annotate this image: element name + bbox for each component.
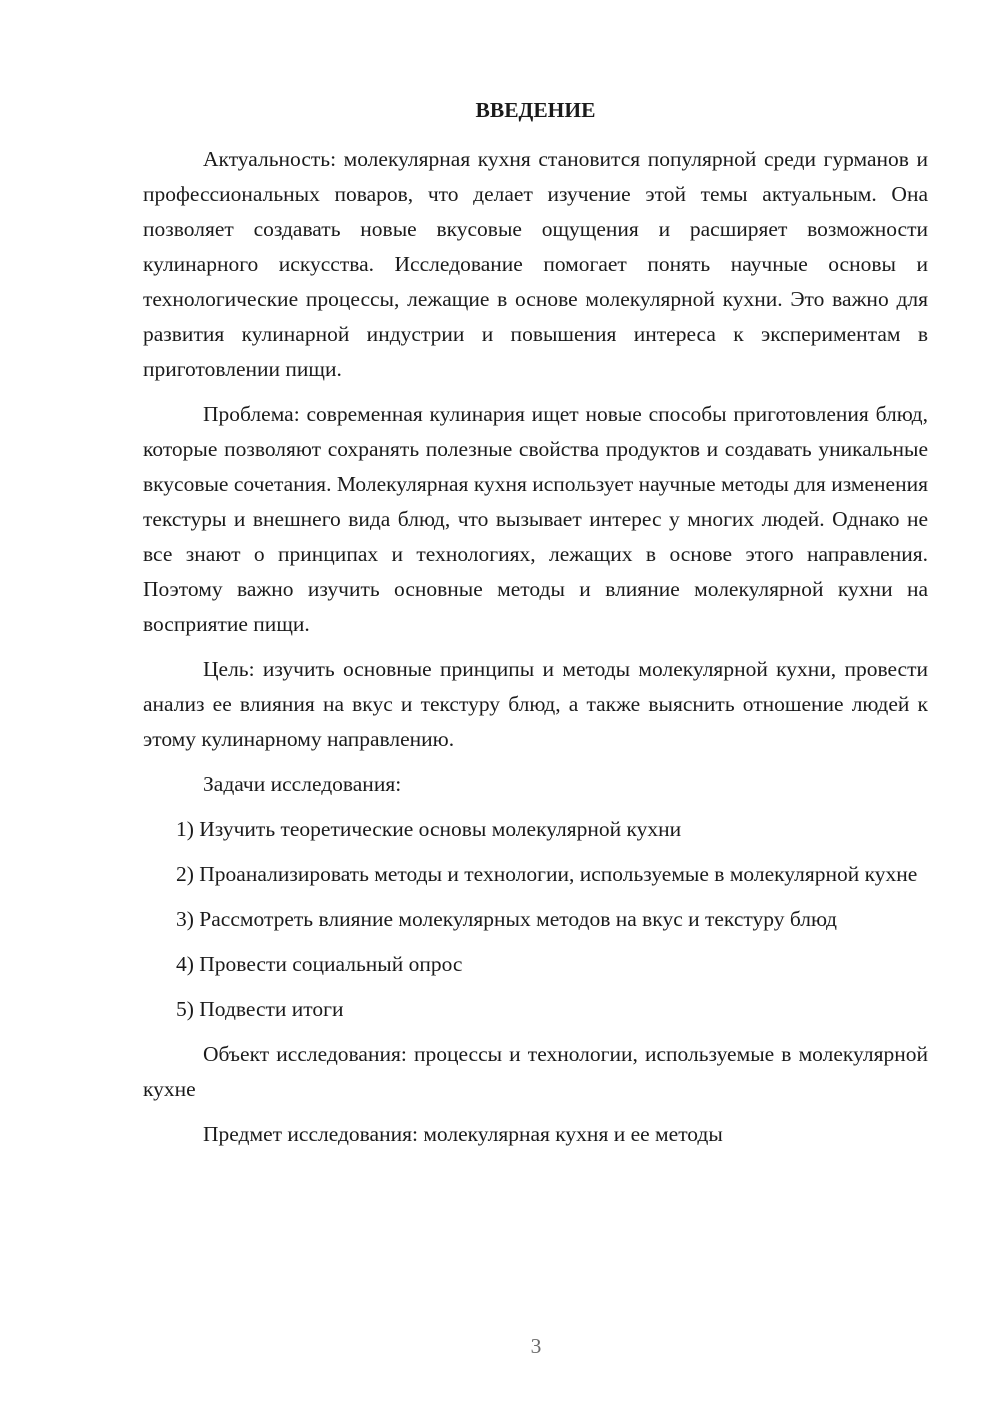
subject-paragraph: Предмет исследования: молекулярная кухня и ее методы [203,1122,723,1146]
document-body [143,142,928,1162]
section-heading: ВВЕДЕНИЕ [475,98,596,122]
tasks-intro: Задачи исследования: [203,772,402,796]
object-paragraph: Объект исследования: процессы и технологии, используемые в молекулярной кухне [143,1042,928,1101]
task-item: 4) Провести социальный опрос [176,952,463,976]
task-item: 1) Изучить теоретические основы молекулярной кухни [176,817,682,841]
task-item: 2) Проанализировать методы и технологии, используемые в молекулярной кухне [176,862,918,886]
task-item: 5) Подвести итоги [176,997,344,1021]
page-number: 3 [530,1334,542,1358]
goal-paragraph: Цель: изучить основные принципы и методы молекулярной кухни, провести анализ ее влияния на вкус и текстуру блюд, а также выяснить отношение людей к этому кулинарному направлению. [143,657,928,751]
problem-paragraph: Проблема: современная кулинария ищет новые способы приготовления блюд, которые позволяют сохранять полезные свойства продуктов и создавать уникальные вкусовые сочетания. Молекулярная кухня использует научные методы для изменения текстуры и внешнего вида блюд, что вызывает интерес у многих людей. Однако не все знают о принципах и технологиях, лежащих в основе этого направления. Поэтому важно изучить основные методы и влияние молекулярной кухни на восприятие пищи. [143,402,928,636]
relevance-paragraph: Актуальность: молекулярная кухня становится популярной среди гурманов и профессиональных поваров, что делает изучение этой темы актуальным. Она позволяет создавать новые вкусовые ощущения и расширяет возможности кулинарного искусства. Исследование помогает понять научные основы и технологические процессы, лежащие в основе молекулярной кухни. Это важно для развития кулинарной индустрии и повышения интереса к экспериментам в приготовлении пищи. [143,147,928,381]
task-item: 3) Рассмотреть влияние молекулярных методов на вкус и текстуру блюд [176,907,837,931]
